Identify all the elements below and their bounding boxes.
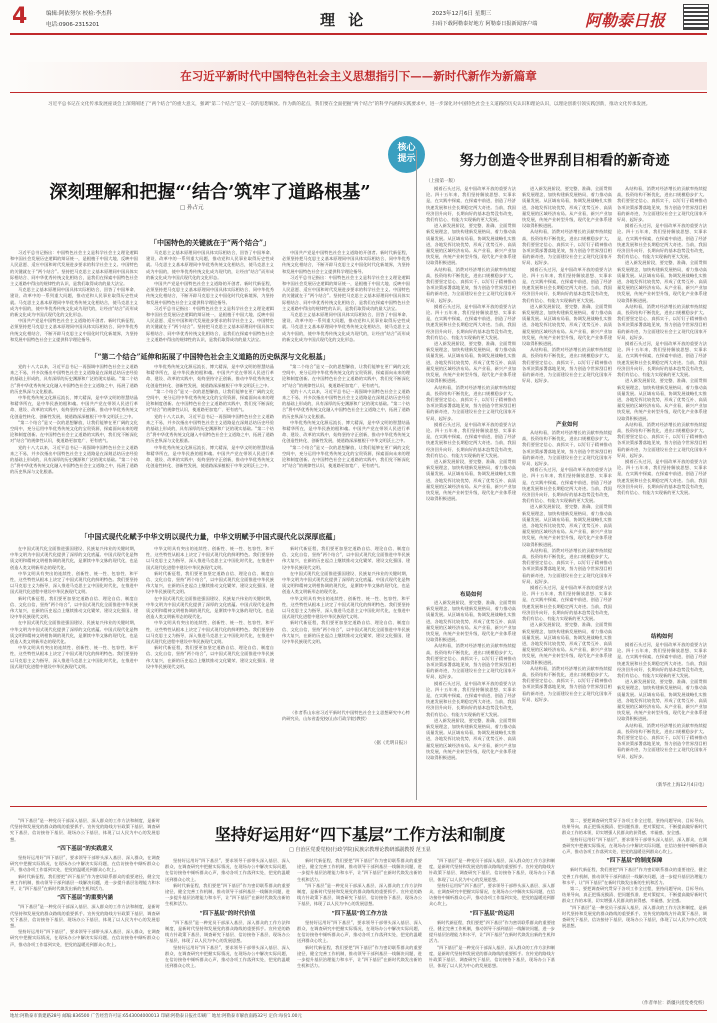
- article2-subhead-3: 结构如何: [650, 634, 673, 640]
- article1-section1-col2: 马克思主义基本原理同中国具体实际相结合，回答了中国革命、建设、改革中的一系列重大问题，推动党和人民事业取得历史性成就。马克思主义基本原理同中华优秀传统文化相结合，使马克思主义成为中国的，使中华优秀传统文化成为现代的，让经由“结合”而形成的新文化成为中国式现代化的文化形态。 中国共产党是中国特色社会主义道路的开创者。新时代新征程，必须坚持把马克思主义基本原理同中国具体实际相结合、同中华优秀传统文化相结合，不断开辟马克思主义中国化时代化新境界，为坚持和发展中国特色社会主义提供科学理论指导。 习近平总书记指出：中国特色社会主义是科学社会主义理论逻辑和中国社会发展历史逻辑的辩证统一，是根植于中国大地、反映中国人民意愿、适应中国和时代发展进步要求的科学社会主义。中国特色的关键就在于“两个结合”。坚持把马克思主义基本原理同中国具体实际相结合、同中华优秀传统文化相结合，是我们在探索中国特色社会主义道路中得出的规律性的认识，是我们取得成功的最大法宝。: [146, 250, 274, 342]
- core-tip-badge: [388, 136, 425, 173]
- article1-section3-col3: 新时代新征程，我们要更加坚定道路自信、理论自信、制度自信、文化自信，坚持“两个结合”，以中国式现代化全面推进中华民族伟大复兴，在新的历史起点上继续推动文化繁荣、建设文化强国、建设中华民族现代文明。 在中国式现代化全面推进强国建设、民族复兴伟业的关键时期，中华文明为中国式现代化提供了深厚的文化底蕴。中国式现代化是物质文明和精神文明相协调的现代化，是赓续中华文脉的现代化，也是创造人类文明新形态的现代化。 中华文明具有突出的连续性、创新性、统一性、包容性、和平性，这些特性从根本上决定了中国式现代化的鲜明特色。我们要坚持以马克思主义为指导，深入推进马克思主义中国化时代化，在推进中国式现代化进程中建设中华民族现代文明。 新时代新征程，我们要更加坚定道路自信、理论自信、制度自信、文化自信，坚持“两个结合”，以中国式现代化全面推进中华民族伟大复兴，在新的历史起点上继续推动文化繁荣、建设文化强国、建设中华民族现代文明。: [282, 546, 410, 645]
- footer-rule: [10, 1010, 707, 1011]
- page-number: 4: [12, 4, 28, 29]
- badge-line-1: 核心: [397, 143, 416, 153]
- article2-col-a2: 进入新发展阶段，要完整、准确、全面贯彻新发展理念，加快构建新发展格局，着力推动高质量发展。从区域布局看，协调发展战略扎实推进，各地发挥比较优势，形成了优势互补、高质量发展的区域经济布局。从产业看，新兴产业加快发展，传统产业转型升级，现代化产业体系建设取得积极进展。 从结构看，消费对经济增长的贡献率持续提高，投资结构不断优化，进出口规模稳步扩大。我们要坚定信心、真抓实干，以钉钉子精神推动各项决策部署落地见效，努力创造令世界刮目相看的新奇迹，为全面建设社会主义现代化国家开好局、起好步。 摸着石头过河，是中国改革开放的重要方法论。四十五年来，我们坚持解放思想、实事求是，在实践中探索，在探索中前进，创造了经济快速发展和社会长期稳定两大奇迹。当前，我国经济回升向好、长期向好的基本趋势没有改变，我们有信心、有能力实现新的更大发展。 进入新发展阶段，要完整、准确、全面贯彻新发展理念，加快构建新发展格局，着力推动高质量发展。从区域布局看，协调发展战略扎实推进，各地发挥比较优势，形成了优势互补、高质量发展的区域经济布局。从产业看，新兴产业加快发展，传统产业转型升级，现代化产业体系建设取得积极进展。: [426, 600, 516, 761]
- article3-col-d: “四下基层”是一种党员干部深入基层、深入群众的工作方法和制度，是新时代坚持和发展党的群众路线的重要抓手。宣传党的路线方针政策下基层、调查研究下基层、信访接待下基层、现场办公下基层，体现了以人民为中心的发展思想。 坚持好运用好“四下基层”，要求领导干部带头深入基层、深入群众，在调查研究中把握实际情况，在现场办公中解决实际问题，在信访接待中倾听群众心声，推动各项工作落到实处，把党的温暖送到群众心坎上。 “四下基层”的运用 新时代新征程，我们要把“四下基层”作为密切联系群众的重要途径，健全完善工作机制，推动领导干部到基层一线解决问题，进一步提升基层治理能力和水平，让“四下基层”在新时代焕发出新的生机和活力。 “四下基层”是一种党员干部深入基层、深入群众的工作方法和制度，是新时代坚持和发展党的群众路线的重要抓手。宣传党的路线方针政策下基层、调查研究下基层、信访接待下基层、现场办公下基层，体现了以人民为中心的发展思想。: [429, 858, 555, 969]
- badge-line-2: 提示: [397, 154, 416, 164]
- article2-subhead-2: 产业如何: [555, 422, 578, 428]
- article1-section3-col1: 在中国式现代化全面推进强国建设、民族复兴伟业的关键时期，中华文明为中国式现代化提供了深厚的文化底蕴。中国式现代化是物质文明和精神文明相协调的现代化，是赓续中华文脉的现代化，也是创造人类文明新形态的现代化。 中华文明具有突出的连续性、创新性、统一性、包容性、和平性，这些特性从根本上决定了中国式现代化的鲜明特色。我们要坚持以马克思主义为指导，深入推进马克思主义中国化时代化，在推进中国式现代化进程中建设中华民族现代文明。 新时代新征程，我们要更加坚定道路自信、理论自信、制度自信、文化自信，坚持“两个结合”，以中国式现代化全面推进中华民族伟大复兴，在新的历史起点上继续推动文化繁荣、建设文化强国、建设中华民族现代文明。 在中国式现代化全面推进强国建设、民族复兴伟业的关键时期，中华文明为中国式现代化提供了深厚的文化底蕴。中国式现代化是物质文明和精神文明相协调的现代化，是赓续中华文脉的现代化，也是创造人类文明新形态的现代化。 中华文明具有突出的连续性、创新性、统一性、包容性、和平性，这些特性从根本上决定了中国式现代化的鲜明特色。我们要坚持以马克思主义为指导，深入推进马克思主义中国化时代化，在推进中国式现代化进程中建设中华民族现代文明。: [10, 546, 138, 669]
- article3-subhead-3: “四下基层”的时代价值: [199, 910, 256, 917]
- article2-col-c2: 摸着石头过河，是中国改革开放的重要方法论。四十五年来，我们坚持解放思想、实事求是，在实践中探索，在探索中前进，创造了经济快速发展和社会长期稳定两大奇迹。当前，我国经济回升向好、长期向好的基本趋势没有改变，我们有信心、有能力实现新的更大发展。 进入新发展阶段，要完整、准确、全面贯彻新发展理念，加快构建新发展格局，着力推动高质量发展。从区域布局看，协调发展战略扎实推进，各地发挥比较优势，形成了优势互补、高质量发展的区域经济布局。从产业看，新兴产业加快发展，传统产业转型升级，现代化产业体系建设取得积极进展。 从结构看，消费对经济增长的贡献率持续提高，投资结构不断优化，进出口规模稳步扩大。我们要坚定信心、真抓实干，以钉钉子精神推动各项决策部署落地见效，努力创造令世界刮目相看的新奇迹，为全面建设社会主义现代化国家开好局、起好步。: [617, 642, 707, 759]
- article2-col-b: 进入新发展阶段，要完整、准确、全面贯彻新发展理念，加快构建新发展格局，着力推动高质量发展。从区域布局看，协调发展战略扎实推进，各地发挥比较优势，形成了优势互补、高质量发展的区域经济布局。从产业看，新兴产业加快发展，传统产业转型升级，现代化产业体系建设取得积极进展。 从结构看，消费对经济增长的贡献率持续提高，投资结构不断优化，进出口规模稳步扩大。我们要坚定信心、真抓实干，以钉钉子精神推动各项决策部署落地见效，努力创造令世界刮目相看的新奇迹，为全面建设社会主义现代化国家开好局、起好步。 摸着石头过河，是中国改革开放的重要方法论。四十五年来，我们坚持解放思想、实事求是，在实践中探索，在探索中前进，创造了经济快速发展和社会长期稳定两大奇迹。当前，我国经济回升向好、长期向好的基本趋势没有改变，我们有信心、有能力实现新的更大发展。 进入新发展阶段，要完整、准确、全面贯彻新发展理念，加快构建新发展格局，着力推动高质量发展。从区域布局看，协调发展战略扎实推进，各地发挥比较优势，形成了优势互补、高质量发展的区域经济布局。从产业看，新兴产业加快发展，传统产业转型升级，现代化产业体系建设取得积极进展。 从结构看，消费对经济增长的贡献率持续提高，投资结构不断优化，进出口规模稳步扩大。我们要坚定信心、真抓实干，以钉钉子精神推动各项决策部署落地见效，努力创造令世界刮目相看的新奇迹，为全面建设社会主义现代化国家开好局、起好步。: [522, 186, 612, 384]
- article1-section1-col3: 中国共产党是中国特色社会主义道路的开创者。新时代新征程，必须坚持把马克思主义基本原理同中国具体实际相结合、同中华优秀传统文化相结合，不断开辟马克思主义中国化时代化新境界，为坚持和发展中国特色社会主义提供科学理论指导。 习近平总书记指出：中国特色社会主义是科学社会主义理论逻辑和中国社会发展历史逻辑的辩证统一，是根植于中国大地、反映中国人民意愿、适应中国和时代发展进步要求的科学社会主义。中国特色的关键就在于“两个结合”。坚持把马克思主义基本原理同中国具体实际相结合、同中华优秀传统文化相结合，是我们在探索中国特色社会主义道路中得出的规律性的认识，是我们取得成功的最大法宝。 马克思主义基本原理同中国具体实际相结合，回答了中国革命、建设、改革中的一系列重大问题，推动党和人民事业取得历史性成就。马克思主义基本原理同中华优秀传统文化相结合，使马克思主义成为中国的，使中华优秀传统文化成为现代的，让经由“结合”而形成的新文化成为中国式现代化的文化形态。: [282, 250, 410, 342]
- article2-col-c: 从结构看，消费对经济增长的贡献率持续提高，投资结构不断优化，进出口规模稳步扩大。我们要坚定信心、真抓实干，以钉钉子精神推动各项决策部署落地见效，努力创造令世界刮目相看的新奇迹，为全面建设社会主义现代化国家开好局、起好步。 摸着石头过河，是中国改革开放的重要方法论。四十五年来，我们坚持解放思想、实事求是，在实践中探索，在探索中前进，创造了经济快速发展和社会长期稳定两大奇迹。当前，我国经济回升向好、长期向好的基本趋势没有改变，我们有信心、有能力实现新的更大发展。 进入新发展阶段，要完整、准确、全面贯彻新发展理念，加快构建新发展格局，着力推动高质量发展。从区域布局看，协调发展战略扎实推进，各地发挥比较优势，形成了优势互补、高质量发展的区域经济布局。从产业看，新兴产业加快发展，传统产业转型升级，现代化产业体系建设取得积极进展。 从结构看，消费对经济增长的贡献率持续提高，投资结构不断优化，进出口规模稳步扩大。我们要坚定信心、真抓实干，以钉钉子精神推动各项决策部署落地见效，努力创造令世界刮目相看的新奇迹，为全面建设社会主义现代化国家开好局、起好步。 摸着石头过河，是中国改革开放的重要方法论。四十五年来，我们坚持解放思想、实事求是，在实践中探索，在探索中前进，创造了经济快速发展和社会长期稳定两大奇迹。当前，我国经济回升向好、长期向好的基本趋势没有改变，我们有信心、有能力实现新的更大发展。 进入新发展阶段，要完整、准确、全面贯彻新发展理念，加快构建新发展格局，着力推动高质量发展。从区域布局看，协调发展战略扎实推进，各地发挥比较优势，形成了优势互补、高质量发展的区域经济布局。从产业看，新兴产业加快发展，传统产业转型升级，现代化产业体系建设取得积极进展。 从结构看，消费对经济增长的贡献率持续提高，投资结构不断优化，进出口规模稳步扩大。我们要坚定信心、真抓实干，以钉钉子精神推动各项决策部署落地见效，努力创造令世界刮目相看的新奇迹，为全面建设社会主义现代化国家开好局、起好步。 摸着石头过河，是中国改革开放的重要方法论。四十五年来，我们坚持解放思想、实事求是，在实践中探索，在探索中前进，创造了经济快速发展和社会长期稳定两大奇迹。当前，我国经济回升向好、长期向好的基本趋势没有改变，我们有信心、有能力实现新的更大发展。: [617, 186, 707, 495]
- article1-title: 深刻理解和把握“‘结合’筑牢了道路根基”: [49, 182, 371, 203]
- article3-col-a: “四下基层”是一种党员干部深入基层、深入群众的工作方法和制度，是新时代坚持和发展党的群众路线的重要抓手。宣传党的路线方针政策下基层、调查研究下基层、信访接待下基层、现场办公下基层，体现了以人民为中心的发展思想。 “四下基层”的实践意义 坚持好运用好“四下基层”，要求领导干部带头深入基层、深入群众，在调查研究中把握实际情况，在现场办公中解决实际问题，在信访接待中倾听群众心声，推动各项工作落到实处，把党的温暖送到群众心坎上。 新时代新征程，我们要把“四下基层”作为密切联系群众的重要途径，健全完善工作机制，推动领导干部到基层一线解决问题，进一步提升基层治理能力和水平，让“四下基层”在新时代焕发出新的生机和活力。 “四下基层”的重要内涵 “四下基层”是一种党员干部深入基层、深入群众的工作方法和制度，是新时代坚持和发展党的群众路线的重要抓手。宣传党的路线方针政策下基层、调查研究下基层、信访接待下基层、现场办公下基层，体现了以人民为中心的发展思想。 坚持好运用好“四下基层”，要求领导干部带头深入基层、深入群众，在调查研究中把握实际情况，在现场办公中解决实际问题，在信访接待中倾听群众心声，推动各项工作落到实处，把党的温暖送到群众心坎上。: [10, 818, 160, 947]
- article3-col-e: 第二，要把调查研究贯穿于各项工作全过程，坚持问题导向、目标导向、结果导向，真正把情况摸清、把问题找准、把对策提实，不断提高做好新时代群众工作的本领，切实增强人民群众的获得感、幸福感、安全感。 坚持好运用好“四下基层”，要求领导干部带头深入基层、深入群众，在调查研究中把握实际情况，在现场办公中解决实际问题，在信访接待中倾听群众心声，推动各项工作落到实处，把党的温暖送到群众心坎上。 “四下基层”的制度保障 新时代新征程，我们要把“四下基层”作为密切联系群众的重要途径，健全完善工作机制，推动领导干部到基层一线解决问题，进一步提升基层治理能力和水平，让“四下基层”在新时代焕发出新的生机和活力。 第二，要把调查研究贯穿于各项工作全过程，坚持问题导向、目标导向、结果导向，真正把情况摸清、把问题找准、把对策提实，不断提高做好新时代群众工作的本领，切实增强人民群众的获得感、幸福感、安全感。 “四下基层”是一种党员干部深入基层、深入群众的工作方法和制度，是新时代坚持和发展党的群众路线的重要抓手。宣传党的路线方针政策下基层、调查研究下基层、信访接待下基层、现场办公下基层，体现了以人民为中心的发展思想。: [562, 818, 707, 929]
- article3-subhead-5: “四下基层”的运用: [469, 910, 515, 917]
- article1-section2-col1: 党的十八大以来，习近平总书记一再强调中国特色社会主义道路来之不易，并多次指出中国特色社会主义道路是在深刻总结历史经验的基础上形成的，具有深厚的历史渊源和广泛的现实基础。“第二个结合”将中华优秀传统文化融入中国特色社会主义道路之中，拓展了道路的历史纵深与文化根基。 中华优秀传统文化源远流长、博大精深，是中华文明的智慧结晶和精华所在，是中华民族的根和魂。中国共产党在带领人民进行革命、建设、改革的实践中，始终坚持守正创新，推动中华优秀传统文化创造性转化、创新性发展，使道路深深植根于中华文明沃土之中。 “第二个结合”是又一次的思想解放，让我们能够在更广阔的文化空间中，充分运用中华优秀传统文化的宝贵资源，探索面向未来的理论和制度创新。在中国特色社会主义道路的实践中，我们党不断深化对“结合”的规律性认识，使道路更加宽广、更有底气。 党的十八大以来，习近平总书记一再强调中国特色社会主义道路来之不易，并多次指出中国特色社会主义道路是在深刻总结历史经验的基础上形成的，具有深厚的历史渊源和广泛的现实基础。“第二个结合”将中华优秀传统文化融入中国特色社会主义道路之中，拓展了道路的历史纵深与文化根基。: [10, 364, 138, 475]
- article1-subhead-2: 「“第二个结合”延伸和拓展了中国特色社会主义道路的历史纵深与文化根基」: [90, 352, 330, 361]
- article3-subhead-2: “四下基层”的重要内涵: [57, 895, 113, 902]
- article1-author-note: （作者系山东省习近平新时代中国特色社会主义思想研究中心特约研究员、山东省委党校(山东行政学院)教授）: [282, 710, 410, 722]
- article2-col-b2: 从结构看，消费对经济增长的贡献率持续提高，投资结构不断优化，进出口规模稳步扩大。我们要坚定信心、真抓实干，以钉钉子精神推动各项决策部署落地见效，努力创造令世界刮目相看的新奇迹，为全面建设社会主义现代化国家开好局、起好步。 摸着石头过河，是中国改革开放的重要方法论。四十五年来，我们坚持解放思想、实事求是，在实践中探索，在探索中前进，创造了经济快速发展和社会长期稳定两大奇迹。当前，我国经济回升向好、长期向好的基本趋势没有改变，我们有信心、有能力实现新的更大发展。 进入新发展阶段，要完整、准确、全面贯彻新发展理念，加快构建新发展格局，着力推动高质量发展。从区域布局看，协调发展战略扎实推进，各地发挥比较优势，形成了优势互补、高质量发展的区域经济布局。从产业看，新兴产业加快发展，传统产业转型升级，现代化产业体系建设取得积极进展。 从结构看，消费对经济增长的贡献率持续提高，投资结构不断优化，进出口规模稳步扩大。我们要坚定信心、真抓实干，以钉钉子精神推动各项决策部署落地见效，努力创造令世界刮目相看的新奇迹，为全面建设社会主义现代化国家开好局、起好步。 摸着石头过河，是中国改革开放的重要方法论。四十五年来，我们坚持解放思想、实事求是，在实践中探索，在探索中前进，创造了经济快速发展和社会长期稳定两大奇迹。当前，我国经济回升向好、长期向好的基本趋势没有改变，我们有信心、有能力实现新的更大发展。 进入新发展阶段，要完整、准确、全面贯彻新发展理念，加快构建新发展格局，着力推动高质量发展。从区域布局看，协调发展战略扎实推进，各地发挥比较优势，形成了优势互补、高质量发展的区域经济布局。从产业看，新兴产业加快发展，传统产业转型升级，现代化产业体系建设取得积极进展。 从结构看，消费对经济增长的贡献率持续提高，投资结构不断优化，进出口规模稳步扩大。我们要坚定信心、真抓实干，以钉钉子精神推动各项决策部署落地见效，努力创造令世界刮目相看的新奇迹，为全面建设社会主义现代化国家开好局、起好步。: [522, 430, 612, 702]
- issue-date: 2023年12月6日 星期三: [432, 11, 492, 17]
- article2-source: （新华社上海12月4日电）: [653, 783, 707, 788]
- article1-section3-col2: 中华文明具有突出的连续性、创新性、统一性、包容性、和平性，这些特性从根本上决定了中国式现代化的鲜明特色。我们要坚持以马克思主义为指导，深入推进马克思主义中国化时代化，在推进中国式现代化进程中建设中华民族现代文明。 新时代新征程，我们要更加坚定道路自信、理论自信、制度自信、文化自信，坚持“两个结合”，以中国式现代化全面推进中华民族伟大复兴，在新的历史起点上继续推动文化繁荣、建设文化强国、建设中华民族现代文明。 在中国式现代化全面推进强国建设、民族复兴伟业的关键时期，中华文明为中国式现代化提供了深厚的文化底蕴。中国式现代化是物质文明和精神文明相协调的现代化，是赓续中华文脉的现代化，也是创造人类文明新形态的现代化。 中华文明具有突出的连续性、创新性、统一性、包容性、和平性，这些特性从根本上决定了中国式现代化的鲜明特色。我们要坚持以马克思主义为指导，深入推进马克思主义中国化时代化，在推进中国式现代化进程中建设中华民族现代文明。 新时代新征程，我们要更加坚定道路自信、理论自信、制度自信、文化自信，坚持“两个结合”，以中国式现代化全面推进中华民族伟大复兴，在新的历史起点上继续推动文化繁荣、建设文化强国、建设中华民族现代文明。: [146, 546, 274, 669]
- article1-section1-col1: 习近平总书记指出：中国特色社会主义是科学社会主义理论逻辑和中国社会发展历史逻辑的辩证统一，是根植于中国大地、反映中国人民意愿、适应中国和时代发展进步要求的科学社会主义。中国特色的关键就在于“两个结合”。坚持把马克思主义基本原理同中国具体实际相结合、同中华优秀传统文化相结合，是我们在探索中国特色社会主义道路中得出的规律性的认识，是我们取得成功的最大法宝。 马克思主义基本原理同中国具体实际相结合，回答了中国革命、建设、改革中的一系列重大问题，推动党和人民事业取得历史性成就。马克思主义基本原理同中华优秀传统文化相结合，使马克思主义成为中国的，使中华优秀传统文化成为现代的，让经由“结合”而形成的新文化成为中国式现代化的文化形态。 中国共产党是中国特色社会主义道路的开创者。新时代新征程，必须坚持把马克思主义基本原理同中国具体实际相结合、同中华优秀传统文化相结合，不断开辟马克思主义中国化时代化新境界，为坚持和发展中国特色社会主义提供科学理论指导。: [10, 250, 138, 342]
- article3-subhead-6: “四下基层”的制度保障: [606, 858, 663, 865]
- phone-info: 电话:0906-2315201: [46, 22, 100, 28]
- article3-col-b: 坚持好运用好“四下基层”，要求领导干部带头深入基层、深入群众，在调查研究中把握实际情况，在现场办公中解决实际问题，在信访接待中倾听群众心声，推动各项工作落到实处，把党的温暖送到群众心坎上。 新时代新征程，我们要把“四下基层”作为密切联系群众的重要途径，健全完善工作机制，推动领导干部到基层一线解决问题，进一步提升基层治理能力和水平，让“四下基层”在新时代焕发出新的生机和活力。 “四下基层”的时代价值 “四下基层”是一种党员干部深入基层、深入群众的工作方法和制度，是新时代坚持和发展党的群众路线的重要抓手。宣传党的路线方针政策下基层、调查研究下基层、信访接待下基层、现场办公下基层，体现了以人民为中心的发展思想。 坚持好运用好“四下基层”，要求领导干部带头深入基层、深入群众，在调查研究中把握实际情况，在现场办公中解决实际问题，在信访接待中倾听群众心声，推动各项工作落到实处，把党的温暖送到群众心坎上。: [165, 858, 290, 969]
- banner-title: 在习近平新时代中国特色社会主义思想指引下——新时代新作为新篇章: [180, 69, 537, 83]
- article1-section2-col2: 中华优秀传统文化源远流长、博大精深，是中华文明的智慧结晶和精华所在，是中华民族的根和魂。中国共产党在带领人民进行革命、建设、改革的实践中，始终坚持守正创新，推动中华优秀传统文化创造性转化、创新性发展，使道路深深植根于中华文明沃土之中。 “第二个结合”是又一次的思想解放，让我们能够在更广阔的文化空间中，充分运用中华优秀传统文化的宝贵资源，探索面向未来的理论和制度创新。在中国特色社会主义道路的实践中，我们党不断深化对“结合”的规律性认识，使道路更加宽广、更有底气。 党的十八大以来，习近平总书记一再强调中国特色社会主义道路来之不易，并多次指出中国特色社会主义道路是在深刻总结历史经验的基础上形成的，具有深厚的历史渊源和广泛的现实基础。“第二个结合”将中华优秀传统文化融入中国特色社会主义道路之中，拓展了道路的历史纵深与文化根基。 中华优秀传统文化源远流长、博大精深，是中华文明的智慧结晶和精华所在，是中华民族的根和魂。中国共产党在带领人民进行革命、建设、改革的实践中，始终坚持守正创新，推动中华优秀传统文化创造性转化、创新性发展，使道路深深植根于中华文明沃土之中。: [146, 364, 274, 469]
- masthead-rule: [10, 33, 707, 35]
- footer-info: 地址:阿勒泰市新建路28号 邮编:836500 广告经营许可证:6543004000013 印刷:阿勒泰日报社印刷厂 地址:阿勒泰市解放南路32号 定价:每份1.00元: [10, 1014, 302, 1019]
- article3-subhead-4: “四下基层”的工作方法: [331, 910, 388, 917]
- editor-info: 编辑:阿依努尔 校检:李杰科: [46, 11, 112, 17]
- paper-logo: 阿勒泰日报: [585, 11, 666, 30]
- article1-subhead-1: 「中国特色的关键就在于“两个结合”」: [149, 238, 271, 247]
- article3-top-rule: [10, 806, 707, 807]
- article1-source: （据《光明日报》）: [371, 741, 410, 746]
- intro-paragraph: 习近平总书记在文化传承发展座谈会上深刻阐述了“两个结合”的重大意义，强调“第二个结合”是又一次的思想解放。作为新的起点，我们要在全面把握“两个结合”的科学内涵和实践要求中，进一步深化对中国特色社会主义道路的历史认识和理论认识，以理论创新引领实践创新，推动文化传承发展。: [48, 102, 651, 107]
- article2-subhead-1: 布局如何: [459, 592, 482, 598]
- article3-byline: □ 自治区党委党校(行政学院)民族宗教理论教研部副教授 范玉显: [289, 847, 431, 853]
- column-divider: [416, 150, 417, 800]
- qr-code-icon: [683, 4, 709, 30]
- article2-col-a: 摸着石头过河，是中国改革开放的重要方法论。四十五年来，我们坚持解放思想、实事求是，在实践中探索，在探索中前进，创造了经济快速发展和社会长期稳定两大奇迹。当前，我国经济回升向好、长期向好的基本趋势没有改变，我们有信心、有能力实现新的更大发展。 进入新发展阶段，要完整、准确、全面贯彻新发展理念，加快构建新发展格局，着力推动高质量发展。从区域布局看，协调发展战略扎实推进，各地发挥比较优势，形成了优势互补、高质量发展的区域经济布局。从产业看，新兴产业加快发展，传统产业转型升级，现代化产业体系建设取得积极进展。 从结构看，消费对经济增长的贡献率持续提高，投资结构不断优化，进出口规模稳步扩大。我们要坚定信心、真抓实干，以钉钉子精神推动各项决策部署落地见效，努力创造令世界刮目相看的新奇迹，为全面建设社会主义现代化国家开好局、起好步。 摸着石头过河，是中国改革开放的重要方法论。四十五年来，我们坚持解放思想、实事求是，在实践中探索，在探索中前进，创造了经济快速发展和社会长期稳定两大奇迹。当前，我国经济回升向好、长期向好的基本趋势没有改变，我们有信心、有能力实现新的更大发展。 进入新发展阶段，要完整、准确、全面贯彻新发展理念，加快构建新发展格局，着力推动高质量发展。从区域布局看，协调发展战略扎实推进，各地发挥比较优势，形成了优势互补、高质量发展的区域经济布局。从产业看，新兴产业加快发展，传统产业转型升级，现代化产业体系建设取得积极进展。 从结构看，消费对经济增长的贡献率持续提高，投资结构不断优化，进出口规模稳步扩大。我们要坚定信心、真抓实干，以钉钉子精神推动各项决策部署落地见效，努力创造令世界刮目相看的新奇迹，为全面建设社会主义现代化国家开好局、起好步。 摸着石头过河，是中国改革开放的重要方法论。四十五年来，我们坚持解放思想、实事求是，在实践中探索，在探索中前进，创造了经济快速发展和社会长期稳定两大奇迹。当前，我国经济回升向好、长期向好的基本趋势没有改变，我们有信心、有能力实现新的更大发展。 进入新发展阶段，要完整、准确、全面贯彻新发展理念，加快构建新发展格局，着力推动高质量发展。从区域布局看，协调发展战略扎实推进，各地发挥比较优势，形成了优势互补、高质量发展的区域经济布局。从产业看，新兴产业加快发展，传统产业转型升级，现代化产业体系建设取得积极进展。: [426, 186, 516, 502]
- app-download-info: 扫码下载阿勒泰好地方 阿勒泰日报新闻客户端: [432, 21, 538, 27]
- article3-col-c: 新时代新征程，我们要把“四下基层”作为密切联系群众的重要途径，健全完善工作机制，推动领导干部到基层一线解决问题，进一步提升基层治理能力和水平，让“四下基层”在新时代焕发出新的生机和活力。 “四下基层”是一种党员干部深入基层、深入群众的工作方法和制度，是新时代坚持和发展党的群众路线的重要抓手。宣传党的路线方针政策下基层、调查研究下基层、信访接待下基层、现场办公下基层，体现了以人民为中心的发展思想。 “四下基层”的工作方法 坚持好运用好“四下基层”，要求领导干部带头深入基层、深入群众，在调查研究中把握实际情况，在现场办公中解决实际问题，在信访接待中倾听群众心声，推动各项工作落到实处，把党的温暖送到群众心坎上。 新时代新征程，我们要把“四下基层”作为密切联系群众的重要途径，健全完善工作机制，推动领导干部到基层一线解决问题，进一步提升基层治理能力和水平，让“四下基层”在新时代焕发出新的生机和活力。: [297, 858, 422, 969]
- article3-author-note: （作者单位：新疆兵团党委党校）: [639, 1001, 707, 1006]
- article3-subhead-1: “四下基层”的实践意义: [57, 845, 113, 852]
- article2-continued-note: （上接第一版）: [426, 179, 458, 184]
- article3-title: 坚持好运用好“四下基层”工作方法和制度: [214, 825, 506, 844]
- banner-rule: [10, 92, 707, 93]
- article1-subhead-3: 「中国式现代化赋予中华文明以现代力量，中华文明赋予中国式现代化以深厚底蕴」: [80, 532, 340, 541]
- article2-title: 努力创造令世界刮目相看的新奇迹: [459, 153, 670, 169]
- article1-byline: □ 孙占元: [180, 205, 204, 211]
- article1-section2-col3: “第二个结合”是又一次的思想解放，让我们能够在更广阔的文化空间中，充分运用中华优秀传统文化的宝贵资源，探索面向未来的理论和制度创新。在中国特色社会主义道路的实践中，我们党不断深化对“结合”的规律性认识，使道路更加宽广、更有底气。 党的十八大以来，习近平总书记一再强调中国特色社会主义道路来之不易，并多次指出中国特色社会主义道路是在深刻总结历史经验的基础上形成的，具有深厚的历史渊源和广泛的现实基础。“第二个结合”将中华优秀传统文化融入中国特色社会主义道路之中，拓展了道路的历史纵深与文化根基。 中华优秀传统文化源远流长、博大精深，是中华文明的智慧结晶和精华所在，是中华民族的根和魂。中国共产党在带领人民进行革命、建设、改革的实践中，始终坚持守正创新，推动中华优秀传统文化创造性转化、创新性发展，使道路深深植根于中华文明沃土之中。 “第二个结合”是又一次的思想解放，让我们能够在更广阔的文化空间中，充分运用中华优秀传统文化的宝贵资源，探索面向未来的理论和制度创新。在中国特色社会主义道路的实践中，我们党不断深化对“结合”的规律性认识，使道路更加宽广、更有底气。: [282, 364, 410, 469]
- section-title: 理 论: [320, 11, 368, 29]
